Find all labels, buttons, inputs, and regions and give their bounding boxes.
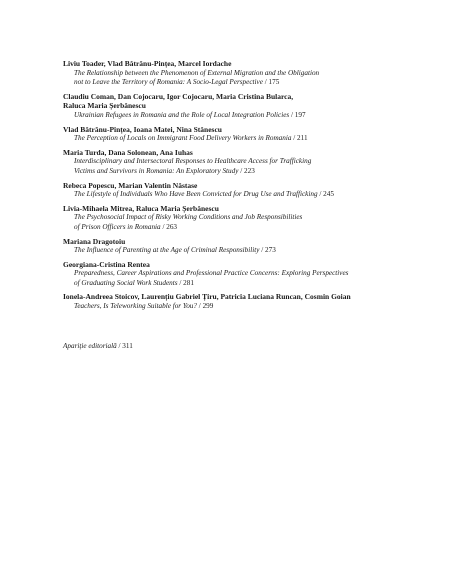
entry-authors: Raluca Maria Șerbănescu [63,101,146,111]
entry-page-number: / 273 [261,246,276,255]
toc-entry [63,181,423,200]
entry-title [63,190,423,200]
entry-title-text: Interdisciplinary and Intersectoral Responses to Healthcare Access for Trafficking [74,157,312,166]
entry-page-number: / 245 [319,190,334,199]
entry-title-text: not to Leave the Territory of Romania: A Socio-Legal Perspective [74,78,263,87]
entry-title-line [74,190,423,200]
entry-title-line [74,78,423,88]
entry-title-text: Victims and Survivors in Romania: An Exploratory Study [74,166,239,175]
toc-entry [63,125,423,144]
entry-title-line [74,213,423,223]
entry-title [63,111,423,121]
entry-authors: Mariana Dragotoiu [63,236,126,246]
entry-title-text: The Lifestyle of Individuals Who Have Been Convicted for Drug Use and Trafficking [74,190,318,199]
entry-page-number: / 299 [198,302,214,311]
entry-title [63,134,423,144]
entry-page-number: / 281 [179,278,194,287]
entry-title-text: The Relationship between the Phenomenon of External Migration and the Obligation [74,68,320,77]
entry-title-text: of Prison Officers in Romania [74,222,161,231]
entry-title-text: The Psychosocial Impact of Risky Working Conditions and Job Responsibilities [74,213,303,222]
entry-title-text: The Perception of Locals on Immigrant Food Delivery Workers in Romania [74,134,292,143]
entry-title-line [74,134,423,144]
table-of-contents [63,59,423,316]
entry-authors: Ionela-Andreea Stoicov, Laurențiu Gabriel Țiru, Patricia Luciana Runcan, Cosmin Goian [63,292,351,302]
entry-title-line [74,269,423,279]
editorial-appearance-label: Apariție editorială [63,342,117,350]
entry-title-text: Ukrainian Refugees in Romania and the Role of Local Integration Policies [74,110,290,119]
entry-title [63,302,423,312]
entry-title-text: of Graduating Social Work Students [74,278,178,287]
entry-page-number: / 223 [240,166,255,175]
toc-entry [63,292,423,311]
toc-entry [63,59,423,88]
entry-title-line [74,246,423,256]
editorial-appearance-page: / 311 [118,342,133,350]
toc-entry [63,148,423,177]
entry-title-line [74,302,423,312]
entry-title [63,246,423,256]
toc-entry [63,204,423,233]
entry-page-number: / 211 [293,134,308,143]
entry-title-text: Teachers, Is Teleworking Suitable for You? [74,302,197,311]
entry-page-number: / 263 [162,222,178,231]
editorial-appearance-entry [63,342,133,352]
toc-entry [63,92,423,121]
entry-title-line [74,167,423,177]
entry-authors: Claudiu Coman, Dan Cojocaru, Igor Cojocaru, Maria Cristina Bularca, [63,91,294,101]
entry-title-text: The Influence of Parenting at the Age of Criminal Responsibility [74,246,260,255]
entry-title-line [74,111,423,121]
entry-title [63,269,423,288]
entry-page-number: / 197 [291,110,306,119]
entry-title-line [74,69,423,79]
entry-title-line [74,223,423,233]
entry-title [63,69,423,88]
entry-authors: Vlad Bătrânu-Pințea, Ioana Matei, Nina Stănescu [63,124,222,134]
entry-title [63,157,423,176]
entry-title-text: Preparedness, Career Aspirations and Professional Practice Concerns: Exploring Perspectives [74,269,349,278]
toc-entry [63,237,423,256]
entry-authors: Maria Turda, Dana Solonean, Ana Iuhas [63,147,193,157]
entry-title-line [74,157,423,167]
entry-authors: Livia-Mihaela Mitrea, Raluca Maria Șerbănescu [63,203,219,213]
entry-title [63,213,423,232]
entry-title-line [74,279,423,289]
entry-authors: Georgiana-Cristina Rentea [63,259,150,269]
entry-authors: Rebeca Popescu, Marian Valentin Năstase [63,180,198,190]
toc-entry [63,260,423,289]
entry-page-number: / 175 [264,78,280,87]
entry-authors: Liviu Toader, Vlad Bătrânu-Pințea, Marcel Iordache [63,59,232,68]
